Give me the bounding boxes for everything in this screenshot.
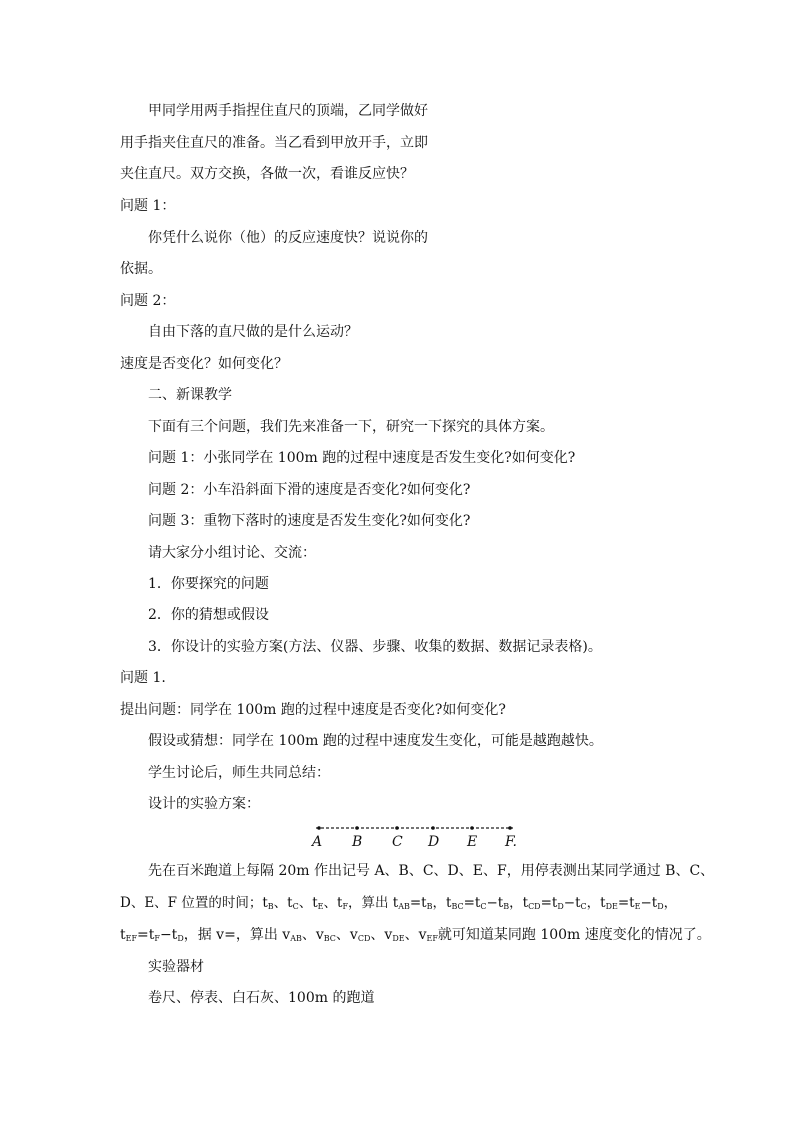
paragraph-line: 请大家分小组讨论、交流： xyxy=(148,545,316,561)
track-point-c xyxy=(395,826,399,830)
track-point-b xyxy=(355,826,359,830)
question-heading: 问题 2： xyxy=(120,293,176,309)
list-item: 3．你设计的实验方案(方法、仪器、步骤、收集的数据、数据记录表格)。 xyxy=(148,639,602,655)
track-label-a: A xyxy=(312,834,323,850)
equipment-list: 卷尺、停表、白石灰、100m 的跑道 xyxy=(148,990,375,1006)
paragraph-line: 夹住直尺。双方交换，各做一次，看谁反应快？ xyxy=(120,166,414,182)
paragraph-line: 假设或猜想：同学在 100m 跑的过程中速度发生变化，可能是越跑越快。 xyxy=(148,733,603,749)
track-label-d: D xyxy=(428,834,440,850)
paragraph-line: 自由下落的直尺做的是什么运动？ xyxy=(148,324,358,340)
list-item: 2．你的猜想或假设 xyxy=(148,607,269,623)
paragraph-line: 学生讨论后，师生共同总结： xyxy=(148,765,330,781)
paragraph-line: 下面有三个问题，我们先来准备一下，研究一下探究的具体方案。 xyxy=(148,419,554,435)
track-point-a xyxy=(317,826,321,830)
question-heading: 问题 1. xyxy=(120,670,166,686)
paragraph-line: 速度是否变化？如何变化？ xyxy=(120,356,288,372)
method-line-3: $t_{EF}=t_F-t_D$，据 v=，算出 $v_{AB}$、$v_{BC}$、$v_{CD}$、$v_{DE}$、$v_{EF}$就可知道某同跑 100m 速度变化的情况了。 xyxy=(120,927,711,943)
track-label-b: B xyxy=(352,834,363,850)
paragraph-line: 你凭什么说你（他）的反应速度快？说说你的 xyxy=(148,230,428,246)
method-line-2: D、E、F 位置的时间；$t_B$、$t_C$、$t_E$、$t_F$，算出 $t_{AB}=t_B$，$t_{BC}=t_C-t_B$，$t_{CD}=t_D-t_C$，$t_{DE}=t_E-t_D$， xyxy=(120,895,678,911)
paragraph-line: 用手指夹住直尺的准备。当乙看到甲放开手，立即 xyxy=(120,135,428,151)
paragraph-line: 提出问题：同学在 100m 跑的过程中速度是否变化?如何变化? xyxy=(120,702,506,718)
track-point-f xyxy=(508,826,512,830)
track-label-c: C xyxy=(392,834,403,850)
track-diagram xyxy=(306,820,536,854)
paragraph-line: 设计的实验方案： xyxy=(148,796,260,812)
track-point-d xyxy=(431,826,435,830)
question-item: 问题 3：重物下落时的速度是否发生变化?如何变化? xyxy=(148,513,471,529)
question-heading: 问题 1： xyxy=(120,198,176,214)
method-line-1: 先在百米跑道上每隔 20m 作出记号 A、B、C、D、E、F，用停表测出某同学通过 B、C、 xyxy=(148,863,715,879)
list-item: 1．你要探究的问题 xyxy=(148,576,269,592)
question-item: 问题 1：小张同学在 100m 跑的过程中速度是否发生变化?如何变化? xyxy=(148,450,576,466)
equipment-title: 实验器材 xyxy=(148,959,204,975)
track-label-e: E xyxy=(467,834,478,850)
track-label-f: F. xyxy=(505,834,517,850)
paragraph-line: 甲同学用两手指捏住直尺的顶端，乙同学做好 xyxy=(148,103,428,119)
section-heading: 二、新课教学 xyxy=(148,387,232,403)
paragraph-line: 依据。 xyxy=(120,261,162,277)
question-item: 问题 2：小车沿斜面下滑的速度是否变化?如何变化? xyxy=(148,482,471,498)
track-point-e xyxy=(470,826,474,830)
